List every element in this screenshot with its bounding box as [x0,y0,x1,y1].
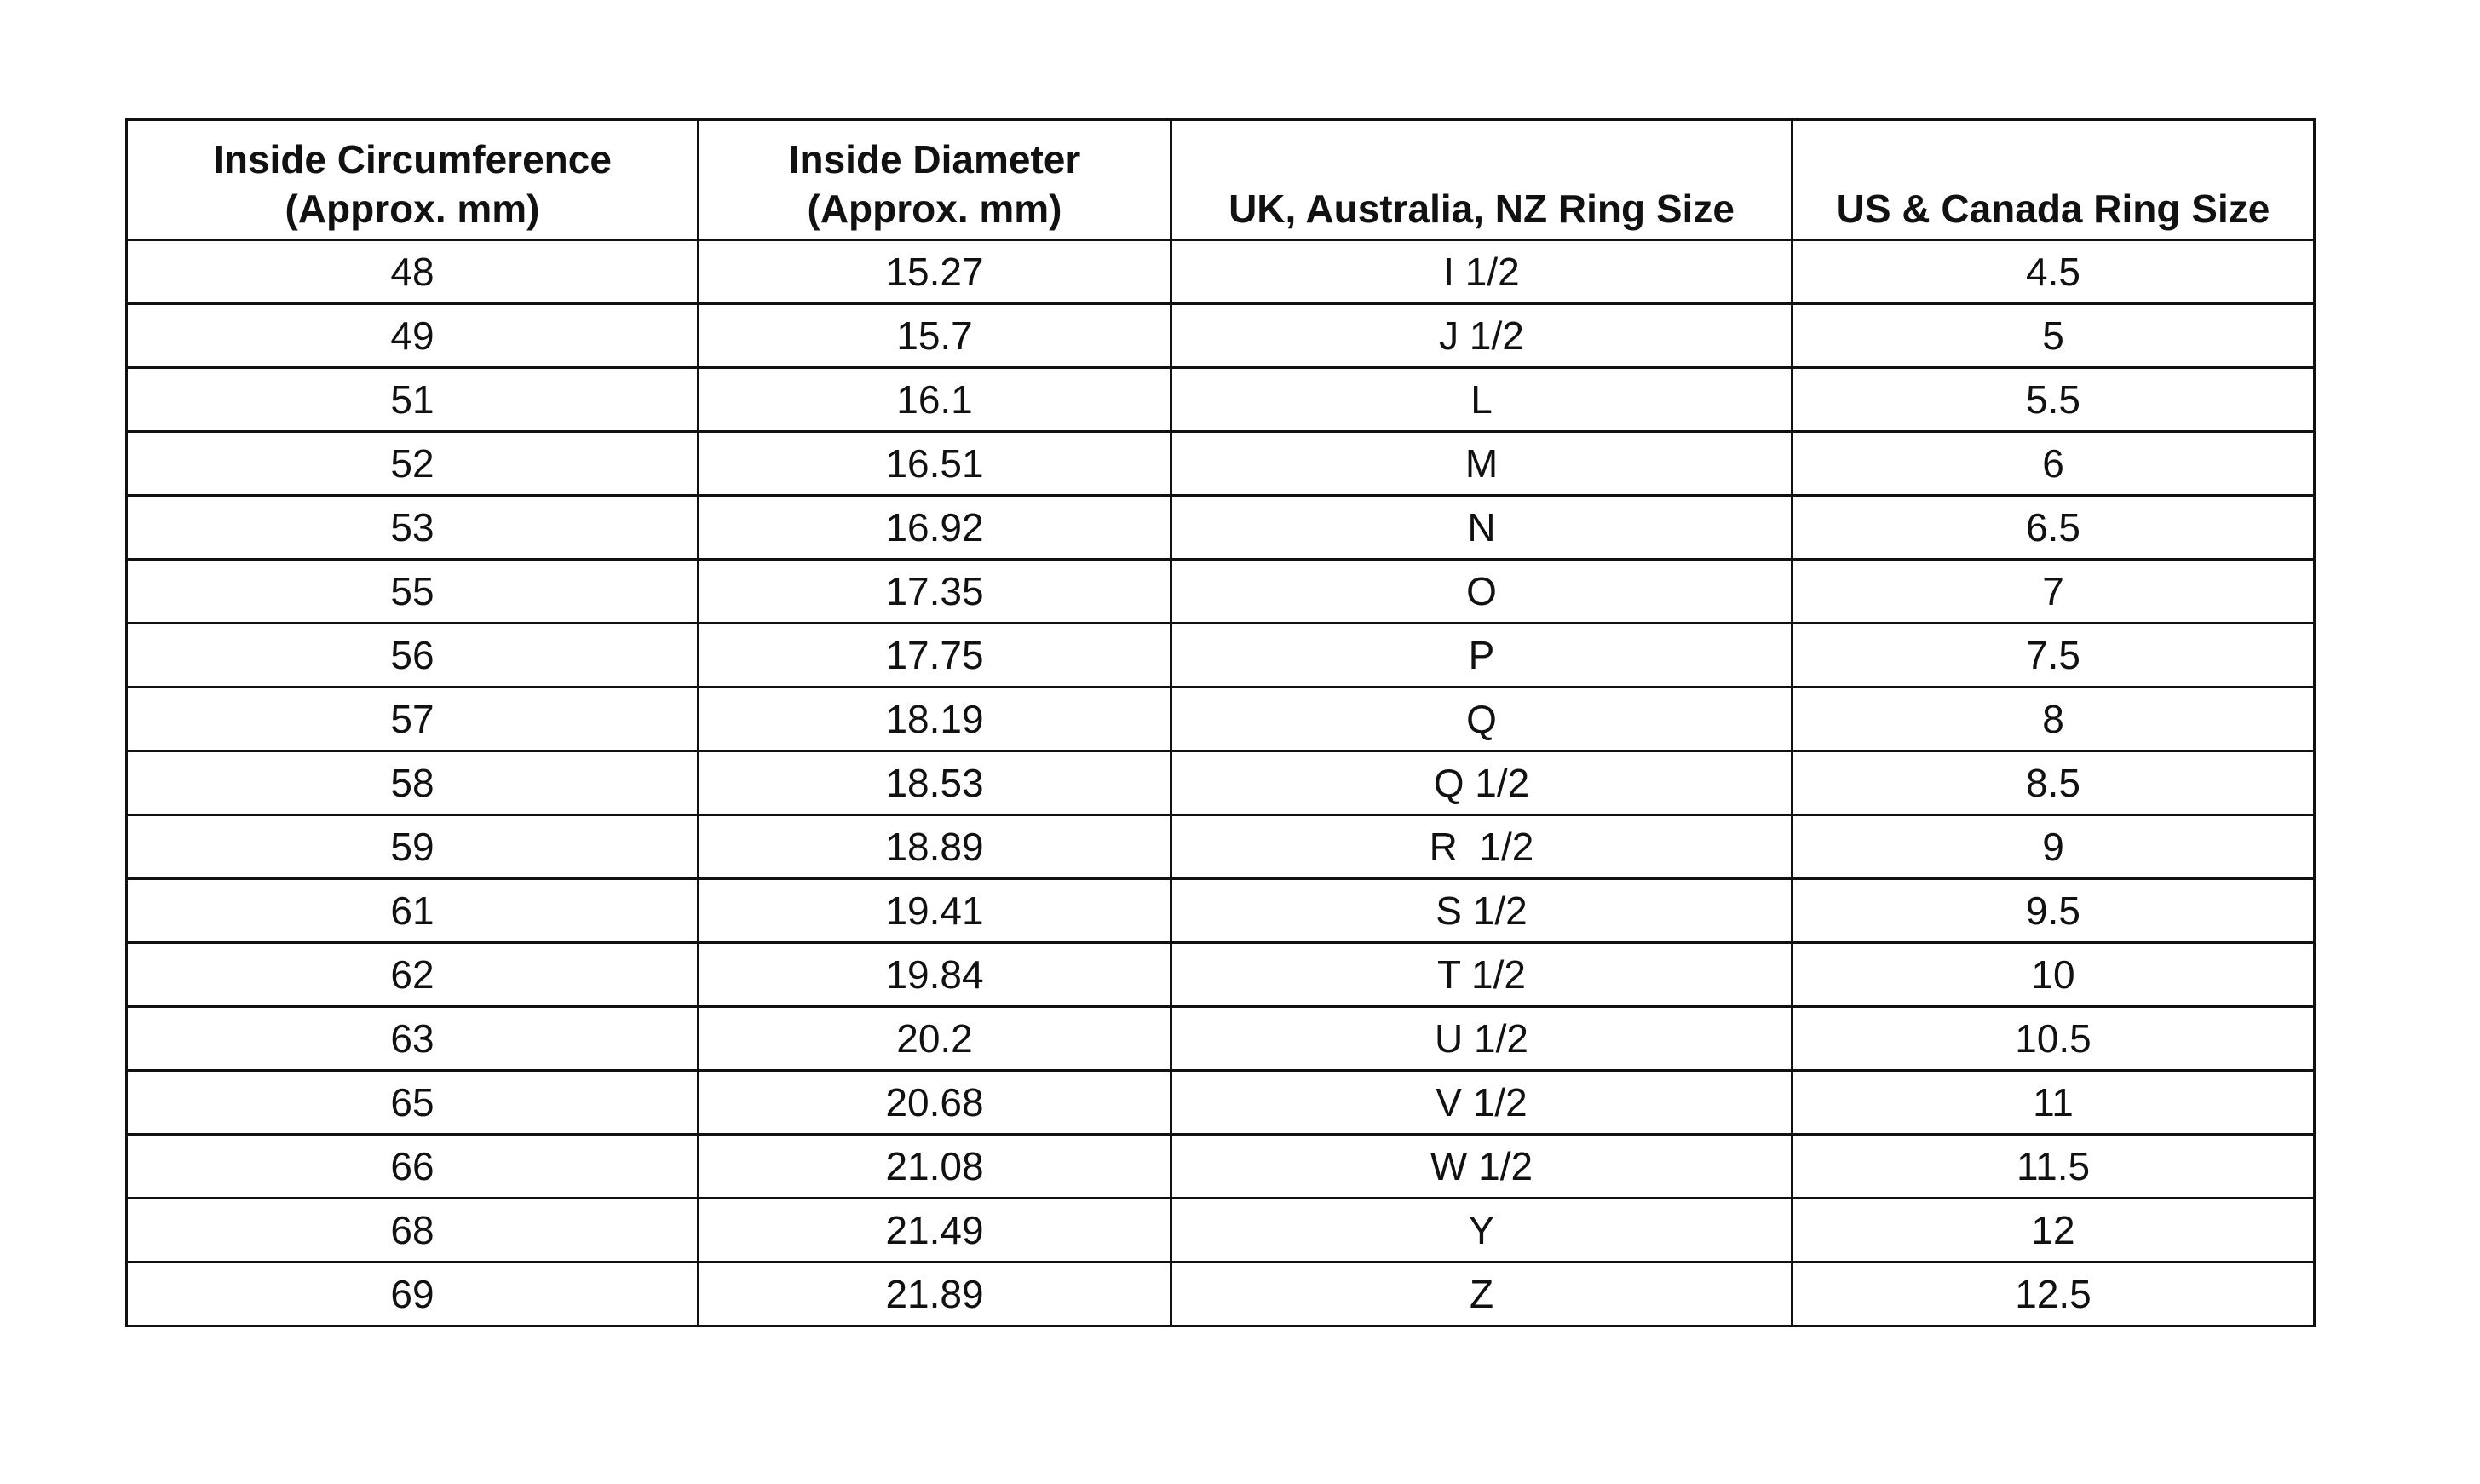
cell-uk-ring-size: Q 1/2 [1171,751,1792,815]
cell-us-ring-size: 11 [1792,1071,2315,1135]
header-inside-circumference [127,120,699,240]
header-line: Inside Diameter [788,137,1081,181]
header-line: (Approx. mm) [285,187,540,231]
cell-inside-diameter: 17.35 [699,560,1171,624]
cell-inside-circumference: 56 [127,624,699,687]
table-row [127,560,2315,624]
cell-inside-circumference: 55 [127,560,699,624]
table-row [127,1071,2315,1135]
table-row [127,943,2315,1007]
cell-inside-circumference: 53 [127,496,699,560]
cell-inside-diameter: 21.08 [699,1135,1171,1199]
table-row [127,751,2315,815]
cell-inside-diameter: 20.2 [699,1007,1171,1071]
cell-inside-diameter: 19.84 [699,943,1171,1007]
cell-inside-diameter: 15.27 [699,240,1171,304]
cell-us-ring-size: 9 [1792,815,2315,879]
cell-inside-diameter: 20.68 [699,1071,1171,1135]
cell-us-ring-size: 6.5 [1792,496,2315,560]
cell-inside-diameter: 18.53 [699,751,1171,815]
header-uk-ring-size [1171,120,1792,240]
cell-uk-ring-size: Q [1171,687,1792,751]
cell-inside-circumference: 69 [127,1263,699,1326]
cell-uk-ring-size: T 1/2 [1171,943,1792,1007]
cell-inside-circumference: 51 [127,368,699,432]
header-line: UK, Australia, NZ Ring Size [1228,187,1735,231]
header-line: (Approx. mm) [807,187,1062,231]
ring-size-table [125,118,2316,1327]
cell-uk-ring-size: Y [1171,1199,1792,1263]
table-row [127,1199,2315,1263]
header-inside-diameter [699,120,1171,240]
cell-inside-circumference: 49 [127,304,699,368]
cell-us-ring-size: 7.5 [1792,624,2315,687]
cell-inside-diameter: 19.41 [699,879,1171,943]
cell-uk-ring-size: R 1/2 [1171,815,1792,879]
table-header [127,120,2315,240]
cell-uk-ring-size: W 1/2 [1171,1135,1792,1199]
cell-us-ring-size: 8.5 [1792,751,2315,815]
cell-inside-diameter: 16.1 [699,368,1171,432]
cell-us-ring-size: 4.5 [1792,240,2315,304]
cell-inside-circumference: 58 [127,751,699,815]
cell-inside-circumference: 48 [127,240,699,304]
cell-inside-circumference: 52 [127,432,699,496]
ring-size-table-container [125,118,2313,1327]
cell-uk-ring-size: P [1171,624,1792,687]
cell-inside-circumference: 57 [127,687,699,751]
cell-us-ring-size: 5 [1792,304,2315,368]
cell-inside-diameter: 18.89 [699,815,1171,879]
header-row [127,120,2315,240]
table-row [127,432,2315,496]
table-row [127,1135,2315,1199]
cell-inside-circumference: 62 [127,943,699,1007]
cell-us-ring-size: 5.5 [1792,368,2315,432]
table-row [127,815,2315,879]
cell-us-ring-size: 8 [1792,687,2315,751]
cell-uk-ring-size: N [1171,496,1792,560]
cell-uk-ring-size: M [1171,432,1792,496]
table-row [127,624,2315,687]
table-row [127,304,2315,368]
cell-us-ring-size: 10.5 [1792,1007,2315,1071]
table-row [127,368,2315,432]
cell-inside-diameter: 21.89 [699,1263,1171,1326]
header-line: Inside Circumference [213,137,612,181]
cell-inside-circumference: 68 [127,1199,699,1263]
table-row [127,687,2315,751]
cell-us-ring-size: 6 [1792,432,2315,496]
cell-inside-circumference: 63 [127,1007,699,1071]
cell-inside-diameter: 21.49 [699,1199,1171,1263]
cell-uk-ring-size: S 1/2 [1171,879,1792,943]
cell-inside-diameter: 15.7 [699,304,1171,368]
header-line: US & Canada Ring Size [1836,187,2270,231]
cell-inside-circumference: 59 [127,815,699,879]
cell-uk-ring-size: U 1/2 [1171,1007,1792,1071]
cell-us-ring-size: 12.5 [1792,1263,2315,1326]
table-row [127,240,2315,304]
table-row [127,1007,2315,1071]
cell-inside-circumference: 61 [127,879,699,943]
table-row [127,879,2315,943]
cell-us-ring-size: 11.5 [1792,1135,2315,1199]
cell-uk-ring-size: O [1171,560,1792,624]
cell-inside-circumference: 66 [127,1135,699,1199]
table-row [127,496,2315,560]
header-us-ring-size [1792,120,2315,240]
cell-us-ring-size: 7 [1792,560,2315,624]
cell-inside-diameter: 18.19 [699,687,1171,751]
cell-us-ring-size: 9.5 [1792,879,2315,943]
cell-uk-ring-size: Z [1171,1263,1792,1326]
cell-inside-diameter: 16.51 [699,432,1171,496]
cell-inside-circumference: 65 [127,1071,699,1135]
cell-inside-diameter: 16.92 [699,496,1171,560]
cell-us-ring-size: 10 [1792,943,2315,1007]
cell-uk-ring-size: L [1171,368,1792,432]
table-row [127,1263,2315,1326]
cell-uk-ring-size: I 1/2 [1171,240,1792,304]
table-body [127,240,2315,1326]
cell-uk-ring-size: J 1/2 [1171,304,1792,368]
cell-inside-diameter: 17.75 [699,624,1171,687]
cell-us-ring-size: 12 [1792,1199,2315,1263]
cell-uk-ring-size: V 1/2 [1171,1071,1792,1135]
